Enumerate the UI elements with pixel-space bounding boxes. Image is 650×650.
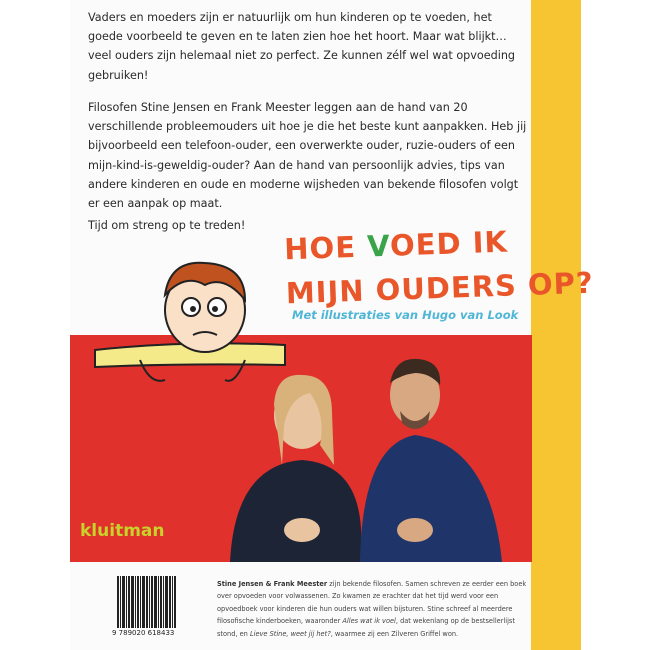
isbn-number: 9 789020 618433 [112,629,175,637]
blurb-paragraph-3: Tijd om streng op te treden! [88,219,246,232]
author-bio [217,578,527,640]
bio-text: zijn bekende filosofen. Samen schreven ze eerder een boek over opvoeden voor volwassenen. Zo kwamen ze erachter dat het tijd werd voor een opvoedboek voor kinderen die hun ouders wat willen bijsturen. Stine schreef al meerdere filosofische kinderboeken, waaronder [217,580,527,626]
title-checkmark-v: V [366,228,391,264]
book-title [284,217,595,316]
bio-text: , waarmee zij een Zilveren Griffel won. [330,629,459,638]
illustrator-credit: Met illustraties van Hugo van Look [292,308,519,322]
cartoon-boy-illustration [85,245,295,395]
bio-book-title: Lieve Stine, weet jij het? [249,629,331,638]
yellow-spine [531,0,581,650]
title-part: OED IK [389,224,509,263]
bio-authors: Stine Jensen & Frank Meester [217,580,328,588]
title-part: HOE [283,229,368,267]
blurb-paragraph-2: Filosofen Stine Jensen en Frank Meester leggen aan de hand van 20 verschillende probleemouders uit hoe je die het beste kunt aanpakken. Heb jij bijvoorbeeld een telefoon-ouder, een overwerkte ouder, ruzie-ouders of een mijn-kind-is-geweldig-ouder? Aan de hand van persoonlijk advies, tips van andere kinderen en oude en moderne wijsheden van bekende filosofen volgt er een aanpak op maat. [88,101,527,211]
bio-book-title: Alles wat ik voel [342,617,396,626]
blurb-paragraph-1: Vaders en moeders zijn er natuurlijk om hun kinderen op te voeden, het goede voorbeeld te geven en te laten zien hoe het hoort. Maar wat blijkt… veel ouders zijn helemaal niet zo perfect. Ze kunnen zélf wel wat opvoeding gebruiken! [88,11,516,82]
title-line-2: MIJN OUDERS OP? [285,265,595,311]
barcode [117,576,187,628]
publisher-logo: kluitman [80,521,165,541]
bio-text: , dat wekenlang op de bestsellerlijst stond, en [217,617,515,638]
